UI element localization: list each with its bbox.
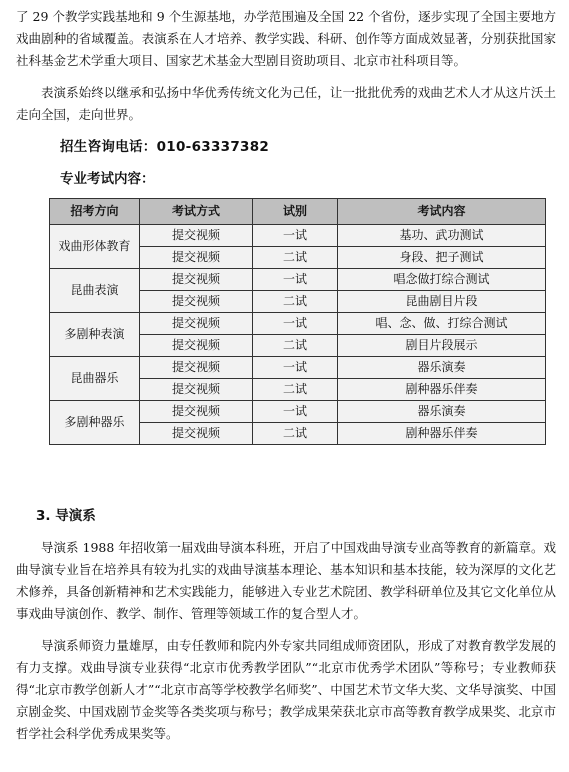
directing-p1-line-4: 教学、制作、管理等领域工作的复合型人才。 (116, 606, 367, 621)
directing-p1-line-1: 导演系 1988 年招收第一届戏曲导演本科班，开启了中国戏曲导演专业高等教育的新篇章。戏曲导演 (16, 540, 556, 577)
table-row (50, 401, 546, 423)
table-row (50, 269, 546, 291)
header-content: 考试内容 (338, 199, 546, 225)
exam-table (49, 198, 546, 445)
direction-cell: 昆曲表演 (50, 269, 140, 313)
content-cell: 身段、把子测试 (338, 247, 546, 269)
intro-p2-line-2: 全国，走向世界。 (41, 107, 142, 122)
directing-paragraph-1 (16, 537, 556, 625)
method-cell: 提交视频 (140, 423, 253, 445)
method-cell: 提交视频 (140, 291, 253, 313)
method-cell: 提交视频 (140, 269, 253, 291)
content-cell: 唱念做打综合测试 (338, 269, 546, 291)
method-cell: 提交视频 (140, 313, 253, 335)
content-cell: 剧种器乐伴奏 (338, 379, 546, 401)
content-cell: 器乐演奏 (338, 401, 546, 423)
round-cell: 一试 (253, 401, 338, 423)
exam-content-heading: 专业考试内容： (60, 171, 155, 187)
directing-p1-line-2: 专业旨在培养具有较为扎实的戏曲导演基本理论、基本知识和基本技能，较为深厚的文化艺术修养，具 (16, 562, 556, 599)
table-row (50, 225, 546, 247)
header-round: 试别 (253, 199, 338, 225)
round-cell: 二试 (253, 247, 338, 269)
method-cell: 提交视频 (140, 225, 253, 247)
intro-p1-line-2: 种的省域覆盖。表演系在人才培养、教学实践、科研、创作等方面成效显著，分别获批国家社科基金艺 (16, 31, 556, 68)
directing-p2-line-1: 导演系师资力量雄厚，由专任教师和院内外专家共同组成师资团队，形成了对教育教学发展的有力 (16, 638, 556, 675)
table-row (50, 357, 546, 379)
intro-p2-line-1: 表演系始终以继承和弘扬中华优秀传统文化为己任，让一批批优秀的戏曲艺术人才从这片沃土走向 (16, 85, 556, 122)
intro-paragraph-1 (16, 6, 556, 72)
directing-p2-line-2: 支撑。戏曲导演专业获得“北京市优秀教学团队”“北京市优秀学术团队”等称号；专业教师获得“北 (16, 660, 556, 697)
content-cell: 唱、念、做、打综合测试 (338, 313, 546, 335)
content-cell: 剧种器乐伴奏 (338, 423, 546, 445)
directing-p2-line-3: 京市教学创新人才”“北京市高等学校教学名师奖”、中国艺术节文华大奖、文华导演奖、中国京剧金 (16, 682, 556, 719)
section-heading-directing: 3. 导演系 (36, 508, 96, 524)
content-cell: 基功、武功测试 (338, 225, 546, 247)
round-cell: 一试 (253, 313, 338, 335)
direction-cell: 昆曲器乐 (50, 357, 140, 401)
intro-paragraph-2 (16, 82, 556, 126)
direction-cell: 多剧种器乐 (50, 401, 140, 445)
direction-cell: 多剧种表演 (50, 313, 140, 357)
intro-p1-line-3: 术学重大项目、国家艺术基金大型剧目资助项目、北京市社科项目等。 (78, 53, 467, 68)
round-cell: 二试 (253, 379, 338, 401)
round-cell: 一试 (253, 357, 338, 379)
intro-p1-line-1: 了 29 个教学实践基地和 9 个生源基地，办学范围遍及全国 22 个省份，逐步实现了全国主要地方戏曲剧 (16, 9, 556, 46)
header-method: 考试方式 (140, 199, 253, 225)
round-cell: 一试 (253, 269, 338, 291)
document-page (16, 6, 556, 755)
header-direction: 招考方向 (50, 199, 140, 225)
method-cell: 提交视频 (140, 335, 253, 357)
round-cell: 二试 (253, 291, 338, 313)
content-cell: 昆曲剧目片段 (338, 291, 546, 313)
exam-table-header-row (50, 199, 546, 225)
method-cell: 提交视频 (140, 401, 253, 423)
round-cell: 二试 (253, 335, 338, 357)
table-row (50, 313, 546, 335)
directing-p2-line-4: 奖、中国戏剧节金奖等各类奖项与称号；教学成果荣获北京市高等教育教学成果奖、北京市哲学社会 (16, 704, 556, 741)
round-cell: 二试 (253, 423, 338, 445)
direction-cell: 戏曲形体教育 (50, 225, 140, 269)
round-cell: 一试 (253, 225, 338, 247)
directing-p1-line-3: 备创新精神和艺术实践能力，能够进入专业艺术院团、教学科研单位及其它文化单位从事戏曲导演创作、 (16, 584, 556, 621)
content-cell: 器乐演奏 (338, 357, 546, 379)
directing-p2-line-5: 科学优秀成果奖等。 (66, 726, 179, 741)
content-cell: 剧目片段展示 (338, 335, 546, 357)
method-cell: 提交视频 (140, 357, 253, 379)
method-cell: 提交视频 (140, 247, 253, 269)
directing-paragraph-2 (16, 635, 556, 745)
admissions-phone: 招生咨询电话：010-63337382 (60, 139, 270, 155)
method-cell: 提交视频 (140, 379, 253, 401)
